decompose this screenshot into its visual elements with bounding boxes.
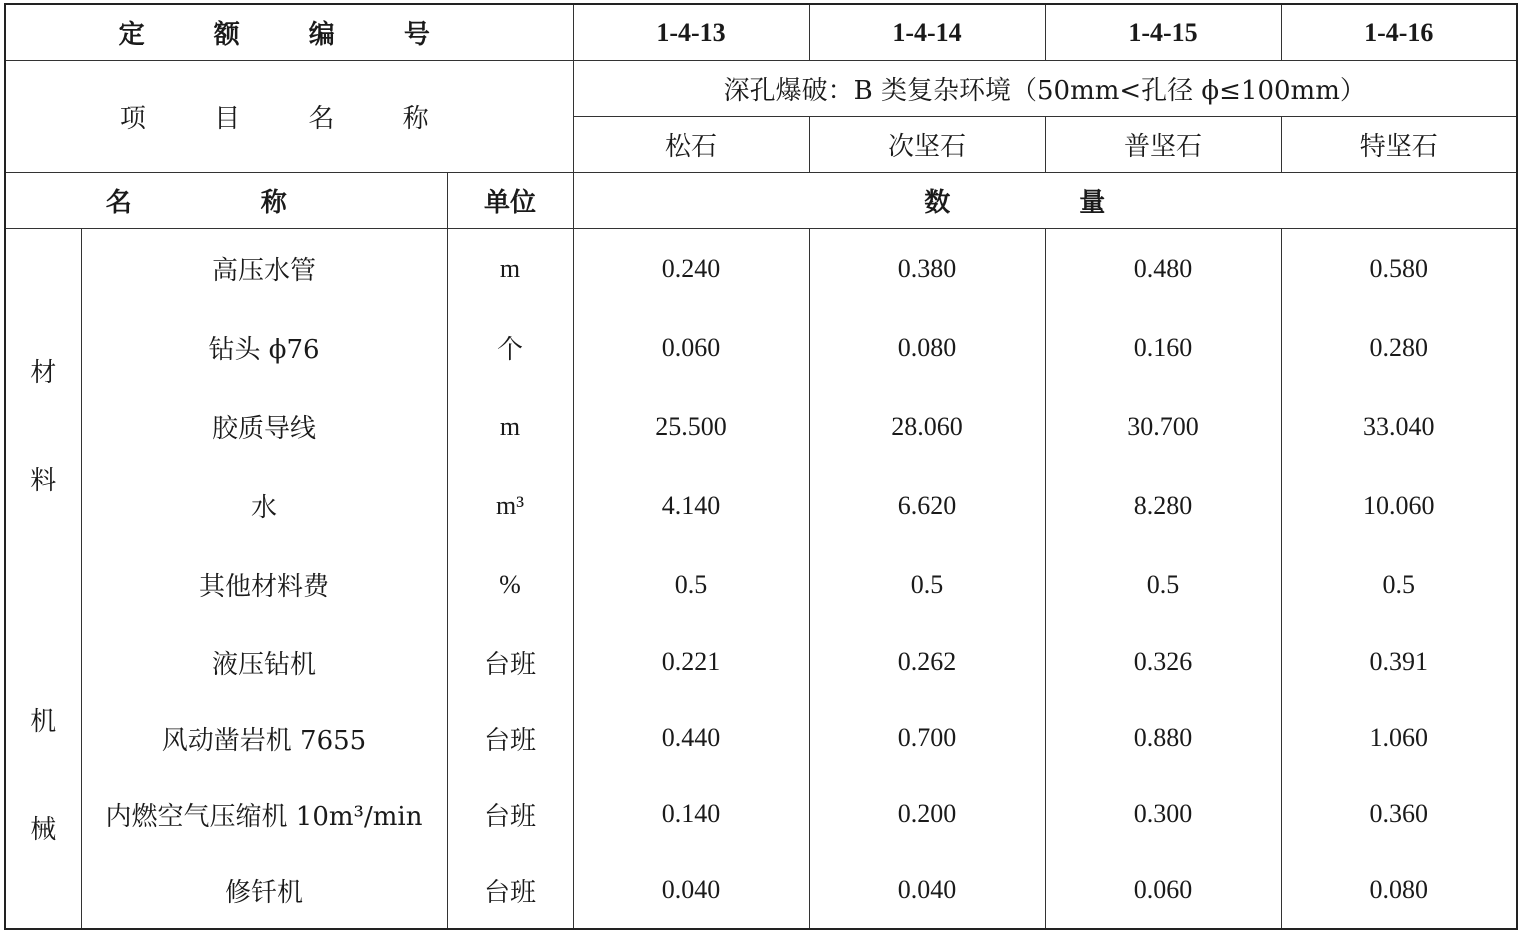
item-name: 其他材料费 [81,545,447,624]
item-value: 0.5 [809,545,1045,624]
item-name: 胶质导线 [81,387,447,466]
item-value: 0.240 [573,229,809,309]
item-value: 0.140 [573,776,809,852]
item-value: 0.480 [1045,229,1281,309]
item-name: 内燃空气压缩机 10m³/min [81,776,447,852]
rock-type: 特坚石 [1281,117,1517,173]
item-value: 0.5 [1045,545,1281,624]
item-name: 液压钻机 [81,624,447,700]
work-description: 深孔爆破：B 类复杂环境（50mm<孔径 ϕ≤100mm） [573,61,1517,117]
category-char: 机 [30,707,57,737]
quota-code: 1-4-15 [1045,4,1281,61]
item-unit: 台班 [447,852,573,929]
item-value: 0.280 [1281,308,1517,387]
item-name: 水 [81,466,447,545]
item-value: 0.5 [1281,545,1517,624]
item-value: 0.262 [809,624,1045,700]
item-value: 1.060 [1281,700,1517,776]
item-unit: 台班 [447,624,573,700]
item-value: 0.391 [1281,624,1517,700]
item-value: 0.580 [1281,229,1517,309]
quota-code: 1-4-16 [1281,4,1517,61]
item-value: 30.700 [1045,387,1281,466]
item-value: 0.200 [809,776,1045,852]
quota-code: 1-4-13 [573,4,809,61]
item-unit: 台班 [447,776,573,852]
rock-type: 松石 [573,117,809,173]
unit-column-label: 单位 [447,173,573,229]
item-value: 0.380 [809,229,1045,309]
item-name: 修钎机 [81,852,447,929]
item-name: 风动凿岩机 7655 [81,700,447,776]
category-char: 料 [30,465,57,496]
item-value: 0.440 [573,700,809,776]
item-value: 0.360 [1281,776,1517,852]
item-unit: m [447,229,573,309]
item-value: 8.280 [1045,466,1281,545]
item-value: 6.620 [809,466,1045,545]
item-unit: % [447,545,573,624]
item-value: 0.080 [1281,852,1517,929]
item-value: 0.326 [1045,624,1281,700]
item-value: 4.140 [573,466,809,545]
category-char: 材 [30,357,57,388]
item-value: 0.040 [809,852,1045,929]
item-value: 0.040 [573,852,809,929]
quota-code: 1-4-14 [809,4,1045,61]
item-value: 28.060 [809,387,1045,466]
item-name-label: 项 目 名 称 [5,61,573,173]
item-value: 0.700 [809,700,1045,776]
name-column-label: 名 称 [5,173,447,229]
item-name: 高压水管 [81,229,447,309]
item-name: 钻头 ϕ76 [81,308,447,387]
item-value: 0.160 [1045,308,1281,387]
item-unit: m³ [447,466,573,545]
item-unit: 台班 [447,700,573,776]
item-value: 10.060 [1281,466,1517,545]
item-value: 0.5 [573,545,809,624]
item-unit: 个 [447,308,573,387]
item-value: 0.080 [809,308,1045,387]
quantity-column-label: 数 量 [573,173,1517,229]
item-value: 0.300 [1045,776,1281,852]
rock-type: 普坚石 [1045,117,1281,173]
item-unit: m [447,387,573,466]
item-value: 0.060 [1045,852,1281,929]
category-machinery [5,624,81,929]
rock-type: 次坚石 [809,117,1045,173]
quota-table [4,3,1518,930]
item-value: 0.880 [1045,700,1281,776]
item-value: 0.221 [573,624,809,700]
item-value: 0.060 [573,308,809,387]
item-value: 33.040 [1281,387,1517,466]
category-materials [5,229,81,625]
quota-code-label: 定 额 编 号 [5,4,573,61]
item-value: 25.500 [573,387,809,466]
category-char: 械 [30,815,57,845]
